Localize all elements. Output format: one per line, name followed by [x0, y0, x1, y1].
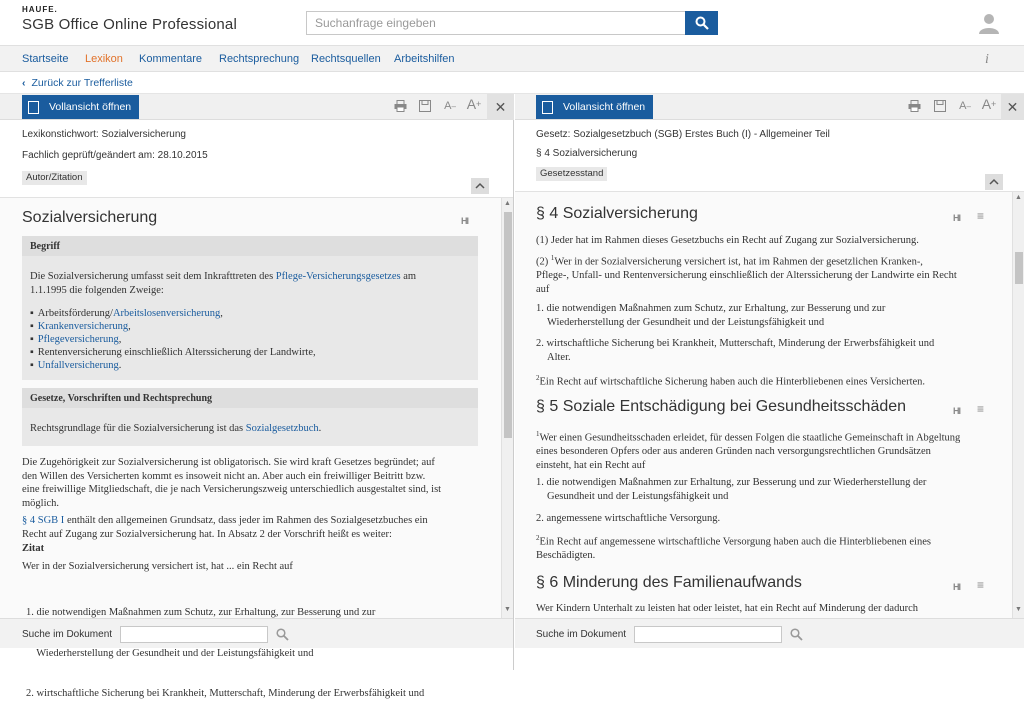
- right-footer: [515, 618, 1024, 648]
- right-panel: [515, 94, 1024, 670]
- chevron-up-icon: [476, 183, 484, 189]
- sgb-i-link[interactable]: § 4 SGB I: [22, 515, 65, 526]
- tab-rechtsquellen[interactable]: Rechtsquellen: [311, 53, 381, 65]
- gesetze-text-a: Rechtsgrundlage für die Sozialversicherung ist das: [30, 423, 246, 434]
- begriff-intro-text: Die Sozialversicherung umfasst seit dem Inkrafttreten des: [30, 271, 276, 282]
- paragraph-sgb: [22, 514, 492, 541]
- text-line: Pflege-, Unfall- und Rentenversicherung einschließlich der Alterssicherung der Landwirte ein Recht: [536, 270, 957, 281]
- doc-search-label: Suche im Dokument: [22, 629, 113, 640]
- section-4-title: § 4 Sozialversicherung: [536, 205, 698, 222]
- text-line: Recht auf Zugang zur Sozialversicherung hat. In Absatz 2 der Vorschrift heißt es weiter:: [22, 528, 392, 540]
- list-item: [30, 360, 121, 371]
- right-vollansicht-button[interactable]: [536, 95, 653, 119]
- begriff-intro-cont: 1.1.1995 die folgenden Zweige:: [30, 284, 164, 296]
- review-date: Fachlich geprüft/geändert am: 28.10.2015: [22, 150, 208, 161]
- s5-item-2: 2. angemessene wirtschaftliche Versorgung.: [536, 513, 721, 524]
- close-icon: ✕: [1006, 98, 1019, 115]
- menu-icon[interactable]: ≡: [977, 578, 985, 592]
- font-decrease-icon[interactable]: A –: [444, 100, 456, 112]
- arbeitslosenversicherung-link[interactable]: Arbeitslosenversicherung: [112, 308, 221, 319]
- font-increase-icon[interactable]: A +: [981, 96, 997, 112]
- history-icon[interactable]: HI: [953, 213, 960, 223]
- save-icon[interactable]: [933, 99, 947, 113]
- s4-satz-2: [536, 372, 925, 389]
- text-line: möglich.: [22, 497, 60, 509]
- left-close-button[interactable]: [487, 94, 514, 120]
- sentence-number: 1: [536, 430, 540, 438]
- bullet-punct: ,: [128, 321, 131, 332]
- krankenversicherung-link[interactable]: Krankenversicherung: [37, 321, 129, 332]
- text-line: Wer in der Sozialversicherung versichert ist, hat im Rahmen der gesetzlichen Kranken-,: [554, 256, 923, 268]
- menu-icon[interactable]: ≡: [977, 402, 985, 416]
- print-icon[interactable]: [393, 99, 407, 113]
- autor-zitation-chip[interactable]: Autor/Zitation: [22, 171, 87, 185]
- left-vollansicht-label: Vollansicht öffnen: [49, 101, 132, 113]
- right-content: [515, 192, 1012, 618]
- text-line: Beschädigten.: [536, 550, 596, 561]
- text-line: eines besonderen Opfers oder aus anderen Gründen nach versorgungsrechtlichen Grundsätzen: [536, 446, 931, 457]
- document-icon: [28, 101, 39, 114]
- list-item: [30, 321, 131, 332]
- list-item: 2. wirtschaftliche Sicherung bei Krankheit, Mutterschaft, Minderung der Erwerbsfähigkeit und: [536, 338, 935, 349]
- pflege-gesetz-link[interactable]: Pflege-Versicherungsgesetzes: [275, 271, 401, 282]
- section-6-title: § 6 Minderung des Familienaufwands: [536, 574, 802, 591]
- back-bar: [0, 72, 1024, 94]
- brand-logo[interactable]: [22, 5, 237, 33]
- s4-item-1: [536, 302, 885, 329]
- unfallversicherung-link[interactable]: Unfallversicherung: [37, 360, 119, 371]
- search-icon[interactable]: [276, 628, 289, 641]
- list-item: [30, 334, 121, 345]
- history-icon[interactable]: HI: [461, 216, 468, 226]
- zitat-text: Wer in der Sozialversicherung versichert ist, hat ... ein Recht auf: [22, 561, 293, 572]
- section-5-title: § 5 Soziale Entschädigung bei Gesundheitsschäden: [536, 398, 907, 415]
- s4-absatz-1: (1) Jeder hat im Rahmen dieses Gesetzbuchs ein Recht auf Zugang zur Sozialversicherung.: [536, 235, 919, 246]
- doc-search-input[interactable]: [120, 626, 268, 643]
- s5-satz-1: [536, 428, 1006, 472]
- scroll-thumb[interactable]: [1015, 252, 1023, 284]
- user-icon[interactable]: [978, 12, 1000, 34]
- paragraph-ref: § 4 Sozialversicherung: [536, 148, 638, 159]
- back-link[interactable]: [22, 77, 133, 89]
- gesetze-heading: Gesetze, Vorschriften und Rechtsprechung: [22, 388, 478, 408]
- close-icon: ✕: [494, 98, 507, 115]
- list-item: Gesundheit und der Leistungsfähigkeit und: [547, 490, 729, 502]
- text-line: Ein Recht auf angemessene wirtschaftliche Versorgung haben auch die Hinterbliebenen eines: [539, 536, 931, 548]
- absatz-number: (2): [536, 256, 551, 268]
- paragraph-obligatorisch: [22, 456, 492, 510]
- lexikon-stichwort: Lexikonstichwort: Sozialversicherung: [22, 129, 186, 140]
- text-line: auf: [536, 283, 550, 295]
- app-header: [0, 0, 1024, 45]
- chevron-left-icon: ‹: [22, 77, 26, 89]
- font-increase-icon[interactable]: A +: [466, 96, 482, 112]
- text-line: den Willen des Versicherten kommt es insoweit nicht an. Aber auch ein freiwilliger Beitritt bzw.: [22, 470, 426, 482]
- scroll-down-icon[interactable]: ▼: [504, 606, 511, 613]
- scroll-thumb[interactable]: [504, 212, 512, 438]
- text-line: einsteht, hat ein Recht auf: [536, 459, 646, 471]
- search-icon: [695, 16, 709, 30]
- list-item: 2. wirtschaftliche Sicherung bei Krankheit, Mutterschaft, Minderung der Erwerbsfähigkeit und: [26, 688, 425, 699]
- list-item: Wiederherstellung der Gesundheit und der Leistungsfähigkeit und: [26, 647, 314, 659]
- list-item: 1. die notwendigen Maßnahmen zur Erhaltung, zur Besserung und zur Wiederherstellung der: [536, 477, 927, 488]
- bullet-text: Rentenversicherung einschließlich Alterssicherung der Landwirte,: [37, 347, 316, 358]
- list-item: [30, 347, 316, 358]
- left-collapse-button[interactable]: [471, 178, 489, 194]
- save-icon[interactable]: [418, 99, 432, 113]
- sozialgesetzbuch-link[interactable]: Sozialgesetzbuch: [245, 423, 319, 434]
- right-collapse-button[interactable]: [985, 174, 1003, 190]
- search-input[interactable]: [306, 11, 686, 35]
- list-item: 1. die notwendigen Maßnahmen zum Schutz, zur Erhaltung, zur Besserung und zur: [536, 303, 886, 314]
- tab-lexikon[interactable]: Lexikon: [85, 53, 123, 65]
- document-icon: [542, 101, 553, 114]
- gesetzesstand-chip[interactable]: Gesetzesstand: [536, 167, 607, 181]
- scroll-down-icon[interactable]: ▼: [1015, 606, 1022, 613]
- list-item: Wiederherstellung der Gesundheit und der Leistungsfähigkeit und: [547, 316, 825, 328]
- print-icon[interactable]: [907, 99, 921, 113]
- text-line: Ein Recht auf wirtschaftliche Sicherung haben auch die Hinterbliebenen eines Versicherten.: [539, 376, 926, 388]
- left-vollansicht-button[interactable]: [22, 95, 139, 119]
- search-button[interactable]: [685, 11, 718, 35]
- chevron-up-icon: [990, 179, 998, 185]
- s6-text: Wer Kindern Unterhalt zu leisten hat oder leistet, hat ein Recht auf Minderung der dadurch: [536, 603, 918, 614]
- scroll-up-icon[interactable]: ▲: [504, 200, 511, 207]
- left-panel: [0, 94, 514, 699]
- s5-item-1: [536, 476, 926, 503]
- begriff-heading: Begriff: [22, 236, 478, 256]
- list-item: Alter.: [547, 351, 571, 363]
- right-meta: [515, 120, 1024, 192]
- menu-icon[interactable]: ≡: [977, 209, 985, 223]
- list-item: [30, 308, 223, 319]
- right-toolbar: [515, 94, 1024, 120]
- tab-arbeitshilfen[interactable]: Arbeitshilfen: [394, 53, 455, 65]
- text-line: eine freiwillige Mitgliedschaft, die je nach Versicherungszweig unterschiedlich ausgestaltet sind, ist: [22, 484, 442, 495]
- tab-kommentare[interactable]: Kommentare: [139, 53, 202, 65]
- doc-search-label: Suche im Dokument: [536, 629, 627, 640]
- gesetze-box: [22, 388, 478, 446]
- product-name: SGB Office Online Professional: [22, 16, 237, 33]
- right-vollansicht-label: Vollansicht öffnen: [563, 101, 646, 113]
- sentence-number: 2: [536, 374, 540, 382]
- zitat-list: [26, 579, 496, 728]
- s4-item-2: [536, 337, 934, 364]
- font-decrease-icon[interactable]: A –: [959, 100, 971, 112]
- right-scrollbar[interactable]: [1012, 192, 1024, 618]
- text-line: enthält den allgemeinen Grundsatz, dass jeder im Rahmen des Sozialgesetzbuches ein: [64, 515, 428, 526]
- doc-search-input[interactable]: [634, 626, 782, 643]
- s4-absatz-2: [536, 252, 1006, 296]
- sentence-number: 2: [536, 534, 540, 542]
- begriff-box: [22, 236, 478, 380]
- left-meta: [0, 120, 513, 198]
- zitat-heading: Zitat: [22, 543, 45, 554]
- tab-rechtsprechung[interactable]: Rechtsprechung: [219, 53, 300, 65]
- bullet-punct: ,: [118, 334, 122, 345]
- gesetze-text-b: .: [318, 423, 322, 434]
- left-footer: [0, 618, 513, 648]
- back-link-label: Zurück zur Trefferliste: [31, 77, 133, 89]
- haufe-logo-text: HAUFE.: [22, 5, 58, 14]
- left-toolbar: [0, 94, 513, 120]
- begriff-intro-am: am: [400, 271, 417, 282]
- text-line: Die Zugehörigkeit zur Sozialversicherung ist obligatorisch. Sie wird kraft Gesetzes begründet; auf: [22, 457, 435, 468]
- tab-startseite[interactable]: Startseite: [22, 53, 69, 65]
- list-item: 1. die notwendigen Maßnahmen zum Schutz, zur Erhaltung, zur Besserung und zur: [26, 607, 376, 618]
- pflegeversicherung-link[interactable]: Pflegeversicherung: [37, 334, 119, 345]
- gesetze-text: [30, 422, 321, 436]
- info-icon[interactable]: i: [985, 52, 989, 67]
- sentence-number: 1: [550, 254, 555, 262]
- scroll-up-icon[interactable]: ▲: [1015, 194, 1022, 201]
- search-icon[interactable]: [790, 628, 803, 641]
- begriff-intro: [30, 270, 470, 297]
- right-close-button[interactable]: [1001, 94, 1024, 120]
- s5-satz-2: [536, 532, 931, 563]
- main-nav: [0, 45, 1024, 72]
- bullet-punct: .: [118, 360, 122, 371]
- gesetz-title: Gesetz: Sozialgesetzbuch (SGB) Erstes Buch (I) - Allgemeiner Teil: [536, 129, 830, 140]
- text-line: Wer einen Gesundheitsschaden erleidet, für dessen Folgen die staatliche Gemeinschaft in Abgeltung: [539, 432, 961, 444]
- bullet-punct: ,: [220, 308, 223, 319]
- history-icon[interactable]: HI: [953, 406, 960, 416]
- history-icon[interactable]: HI: [953, 582, 960, 592]
- left-scrollbar[interactable]: [501, 198, 513, 618]
- bullet-text: Arbeitsförderung/: [37, 308, 113, 319]
- article-title: Sozialversicherung: [22, 209, 158, 226]
